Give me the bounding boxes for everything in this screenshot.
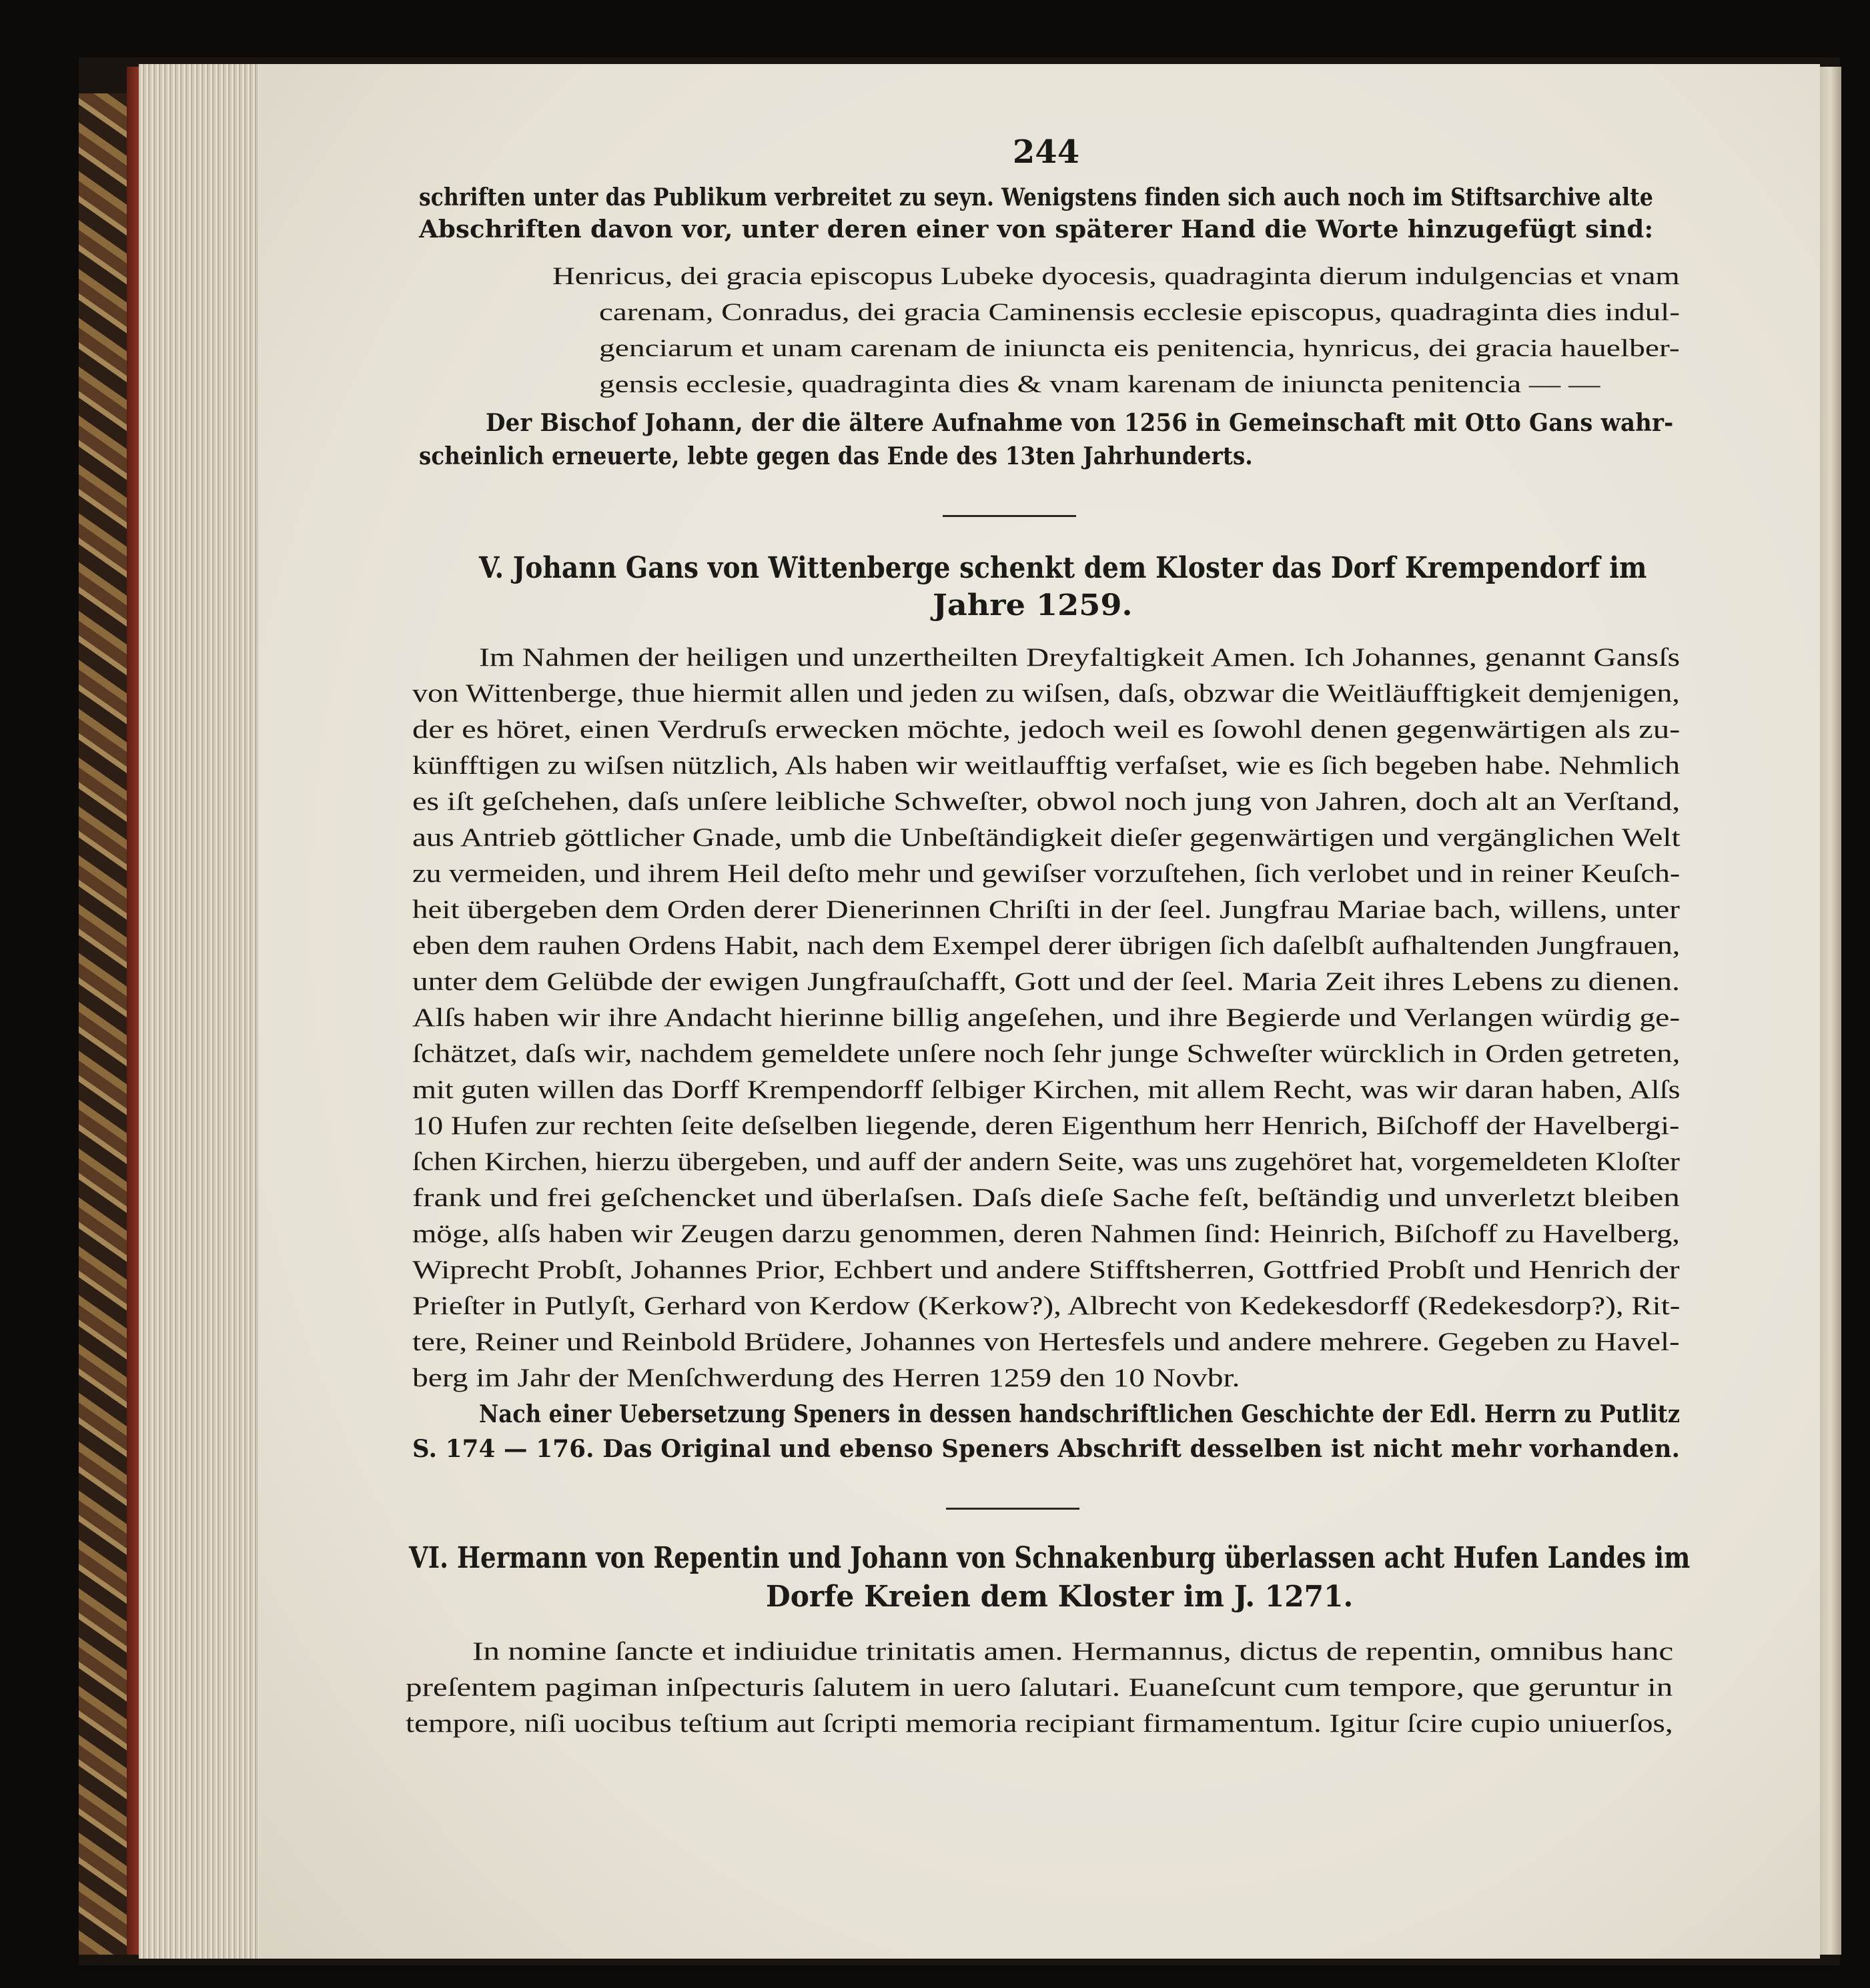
note-line: S. 174 — 176. Das Original und ebenso Speners Abschrift desselben ist nicht mehr vorhanden. (412, 1435, 1681, 1463)
latin-quote-line: gensis ecclesie, quadraginta dies & vnam karenam de iniuncta penitencia — — (599, 371, 1600, 398)
text-line: Im Nahmen der heiligen und unzertheilten Dreyfaltigkeit Amen. Ich Johannes, genannt Gansſs (479, 643, 1680, 672)
text-line: ſchätzet, daſs wir, nachdem gemeldete unſere noch ſehr junge Schweſter würcklich in Orden getreten, (412, 1039, 1681, 1068)
text-line: Abschriften davon vor, unter deren einer von späterer Hand die Worte hinzugefügt sind: (419, 215, 1654, 243)
page-number: 244 (1012, 133, 1080, 171)
page-edges (139, 64, 259, 1959)
text-line: von Wittenberge, thue hiermit allen und jeden zu wiſsen, daſs, obzwar die Weitläufftigkeit demjenigen, (412, 679, 1680, 708)
text-line: In nomine ſancte et indiuidue trinitatis amen. Hermannus, dictus de repentin, omnibus hanc (472, 1637, 1674, 1666)
text-line: künfftigen zu wiſsen nützlich, Als haben wir weitlaufftig verfaſset, wie es ſich begeben habe. Nehmlich (412, 751, 1680, 780)
section-divider (943, 515, 1076, 517)
book-page (259, 64, 1820, 1959)
text-line: schriften unter das Publikum verbreitet zu seyn. Wenigstens finden sich auch noch im Stiftsarchive alte (419, 183, 1653, 211)
text-line: tere, Reiner und Reinbold Brüdere, Johannes von Hertesfels und andere mehrere. Gegeben zu Havel- (412, 1328, 1680, 1356)
latin-quote-line: carenam, Conradus, dei gracia Caminensis ecclesie episcopus, quadraginta dies indul- (599, 299, 1680, 326)
latin-quote-line: Henricus, dei gracia episcopus Lubeke dyocesis, quadraginta dierum indulgencias et vnam (552, 263, 1680, 290)
text-line: Prieſter in Putlyſt, Gerhard von Kerdow (Kerkow?), Albrecht von Kedekesdorff (Redekesdorp?), Rit- (412, 1292, 1681, 1320)
text-line: Wiprecht Probſt, Johannes Prior, Echbert und andere Stifftsherren, Gottfried Probſt und Henrich der (412, 1256, 1680, 1284)
text-line: möge, alſs haben wir Zeugen darzu genommen, deren Nahmen ſind: Heinrich, Biſchoff zu Havelberg, (412, 1219, 1680, 1248)
text-line: scheinlich erneuerte, lebte gegen das Ende des 13ten Jahrhunderts. (419, 442, 1253, 470)
note-line: Nach einer Uebersetzung Speners in dessen handschriftlichen Geschichte der Edl. Herrn zu Putlitz (479, 1400, 1681, 1428)
text-line: zu vermeiden, und ihrem Heil deſto mehr und gewiſser vorzuſtehen, ſich verlobet und in reiner Keuſch- (412, 859, 1681, 888)
text-line: ſchen Kirchen, hierzu übergeben, und auff der andern Seite, was uns zugehöret hat, vorgemeldeten Kloſter (412, 1147, 1680, 1176)
text-line: aus Antrieb göttlicher Gnade, umb die Unbeſtändigkeit dieſer gegenwärtigen und vergänglichen Welt (412, 823, 1681, 852)
text-line: frank und frei geſchencket und überlaſsen. Daſs dieſe Sache feſt, beſtändig und unverletzt bleiben (412, 1183, 1680, 1212)
text-line: 10 Hufen zur rechten ſeite deſselben liegende, deren Eigenthum herr Henrich, Biſchoff der Havelbergi- (412, 1111, 1680, 1140)
text-line: der es höret, einen Verdruſs erwecken möchte, jedoch weil es ſowohl denen gegenwärtigen als zu- (412, 715, 1681, 744)
text-line: berg im Jahr der Menſchwerdung des Herren 1259 den 10 Novbr. (412, 1364, 1240, 1392)
text-line: mit guten willen das Dorff Krempendorff ſelbiger Kirchen, mit allem Recht, was wir daran haben, Alſs (412, 1075, 1681, 1104)
section-heading: Jahre 1259. (933, 588, 1133, 622)
text-line: preſentem pagiman inſpecturis ſalutem in uero ſalutari. Euaneſcunt cum tempore, que geruntur in (406, 1673, 1673, 1702)
text-line: Der Bischof Johann, der die ältere Aufnahme von 1256 in Gemeinschaft mit Otto Gans wahr- (486, 409, 1674, 437)
latin-quote-line: genciarum et unam carenam de iniuncta eis penitencia, hynricus, dei gracia hauelber- (599, 335, 1680, 362)
section-heading: VI. Hermann von Repentin und Johann von Schnakenburg überlassen acht Hufen Landes im (409, 1541, 1691, 1575)
text-line: Alſs haben wir ihre Andacht hierinne billig angeſehen, und ihre Begierde und Verlangen würdig ge- (412, 1003, 1681, 1032)
spine-edge (127, 67, 139, 1955)
text-line: heit übergeben dem Orden derer Dienerinnen Chriſti in der ſeel. Jungfrau Mariae bach, willens, unter (412, 895, 1680, 924)
text-line: es iſt geſchehen, daſs unſere leibliche Schweſter, obwol noch jung von Jahren, doch alt an Verſtand, (412, 787, 1681, 816)
section-heading: Dorfe Kreien dem Kloster im J. 1271. (766, 1580, 1354, 1614)
text-line: tempore, niſi uocibus teſtium aut ſcripti memoria recipiant firmamentum. Igitur ſcire cupio uniuerſos, (406, 1709, 1673, 1738)
text-line: eben dem rauhen Ordens Habit, nach dem Exempel derer übrigen ſich daſelbſt aufhaltenden Jungfrauen, (412, 931, 1681, 960)
section-heading: V. Johann Gans von Wittenberge schenkt dem Kloster das Dorf Krempendorf im (479, 551, 1647, 585)
marbled-cover-edge (79, 93, 129, 1955)
section-divider (946, 1508, 1079, 1510)
text-line: unter dem Gelübde der ewigen Jungfrauſchafft, Gott und der ſeel. Maria Zeit ihres Lebens zu dienen. (412, 967, 1680, 996)
